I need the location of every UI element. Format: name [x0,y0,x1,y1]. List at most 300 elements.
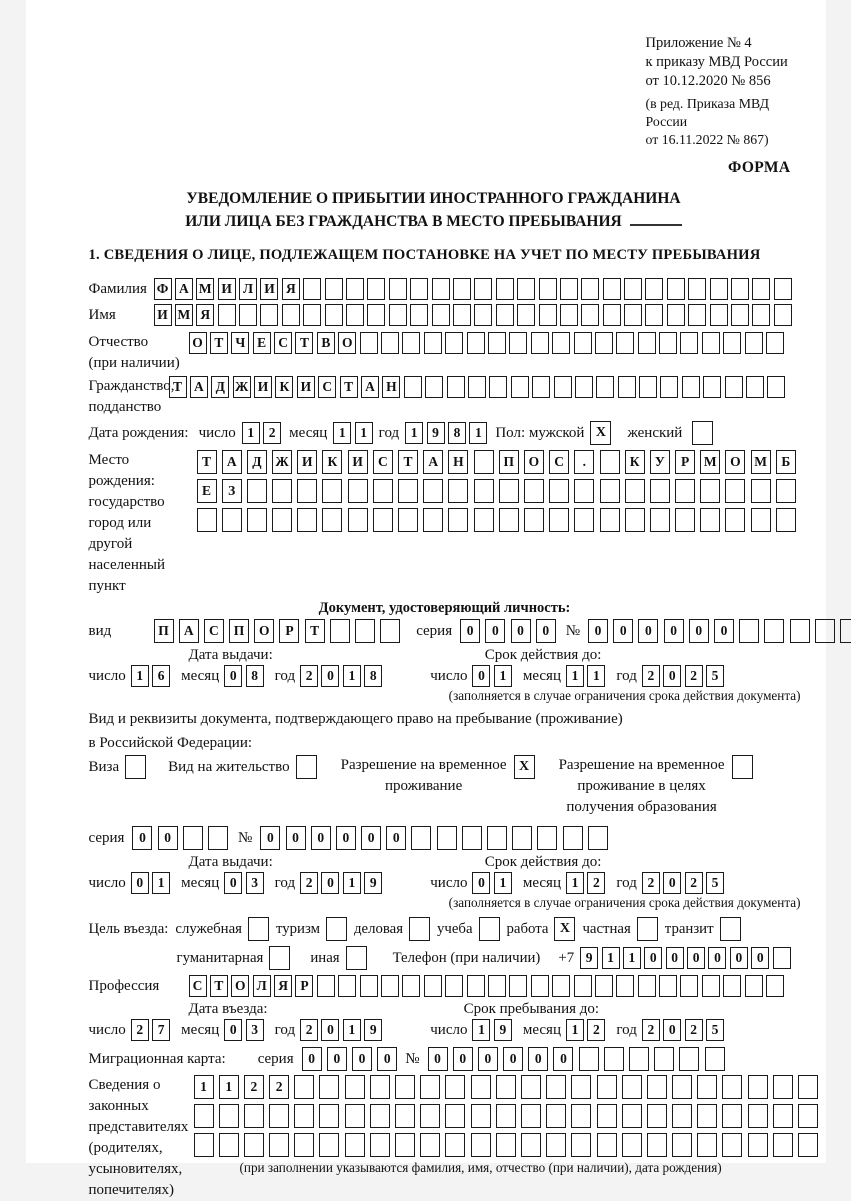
char-cell[interactable] [317,975,335,997]
char-cell[interactable] [326,917,347,941]
char-cell[interactable] [571,1075,591,1099]
char-cell[interactable]: 1 [566,665,584,687]
char-cell[interactable] [269,946,290,970]
char-cell[interactable] [600,450,620,474]
char-cell[interactable]: 0 [528,1047,548,1071]
char-cell[interactable] [532,376,550,398]
char-cell[interactable]: 0 [386,826,406,850]
char-cell[interactable] [294,1104,314,1128]
char-cell[interactable] [790,619,810,643]
char-cell[interactable] [348,508,368,532]
char-cell[interactable] [752,278,770,300]
char-cell[interactable] [355,619,375,643]
char-cell[interactable]: 0 [460,619,480,643]
char-cell[interactable]: 2 [300,872,318,894]
char-cell[interactable]: И [260,278,278,300]
char-cell[interactable] [319,1133,339,1157]
char-cell[interactable] [244,1104,264,1128]
char-cell[interactable] [499,479,519,503]
char-cell[interactable] [645,304,663,326]
char-cell[interactable]: В [317,332,335,354]
char-cell[interactable] [720,917,741,941]
char-cell[interactable]: 0 [503,1047,523,1071]
char-cell[interactable]: З [222,479,242,503]
char-cell[interactable] [194,1104,214,1128]
char-cell[interactable] [710,278,728,300]
char-cell[interactable] [638,975,656,997]
char-cell[interactable] [297,479,317,503]
char-cell[interactable]: П [154,619,174,643]
char-cell[interactable] [815,619,835,643]
char-cell[interactable] [748,1075,768,1099]
char-cell[interactable]: Д [247,450,267,474]
char-cell[interactable] [370,1133,390,1157]
char-cell[interactable]: . [574,450,594,474]
char-cell[interactable]: А [190,376,208,398]
char-cell[interactable]: 0 [224,872,242,894]
char-cell[interactable] [445,1104,465,1128]
char-cell[interactable]: И [218,278,236,300]
char-cell[interactable]: 2 [587,1019,605,1041]
char-cell[interactable] [682,376,700,398]
char-cell[interactable] [420,1133,440,1157]
char-cell[interactable]: И [254,376,272,398]
char-cell[interactable] [588,826,608,850]
char-cell[interactable]: 1 [194,1075,214,1099]
char-cell[interactable] [445,332,463,354]
char-cell[interactable]: Е [253,332,271,354]
char-cell[interactable]: 5 [706,665,724,687]
char-cell[interactable] [322,508,342,532]
char-cell[interactable] [218,304,236,326]
char-cell[interactable]: 0 [708,947,726,969]
char-cell[interactable]: Т [305,619,325,643]
char-cell[interactable] [647,1075,667,1099]
char-cell[interactable] [496,1104,516,1128]
char-cell[interactable] [521,1104,541,1128]
char-cell[interactable] [325,304,343,326]
char-cell[interactable]: 0 [286,826,306,850]
char-cell[interactable]: Т [398,450,418,474]
char-cell[interactable]: 1 [343,665,361,687]
char-cell[interactable]: Т [169,376,187,398]
char-cell[interactable] [183,826,203,850]
char-cell[interactable] [531,332,549,354]
char-cell[interactable]: Е [197,479,217,503]
char-cell[interactable] [197,508,217,532]
char-cell[interactable]: 0 [377,1047,397,1071]
char-cell[interactable]: О [524,450,544,474]
char-cell[interactable] [395,1104,415,1128]
char-cell[interactable] [595,975,613,997]
char-cell[interactable] [732,755,753,779]
char-cell[interactable] [650,479,670,503]
char-cell[interactable] [398,479,418,503]
char-cell[interactable] [360,975,378,997]
char-cell[interactable]: Ч [231,332,249,354]
char-cell[interactable]: 0 [224,665,242,687]
char-cell[interactable] [471,1104,491,1128]
char-cell[interactable]: 0 [687,947,705,969]
char-cell[interactable] [467,975,485,997]
char-cell[interactable] [675,479,695,503]
char-cell[interactable] [330,619,350,643]
char-cell[interactable]: О [189,332,207,354]
char-cell[interactable]: 2 [269,1075,289,1099]
char-cell[interactable] [499,508,519,532]
char-cell[interactable] [745,975,763,997]
char-cell[interactable] [346,304,364,326]
char-cell[interactable]: 0 [361,826,381,850]
char-cell[interactable] [269,1104,289,1128]
char-cell[interactable]: И [297,450,317,474]
char-cell[interactable] [748,1104,768,1128]
char-cell[interactable]: 0 [132,826,152,850]
char-cell[interactable] [303,304,321,326]
char-cell[interactable]: 0 [613,619,633,643]
char-cell[interactable] [731,278,749,300]
char-cell[interactable] [597,1075,617,1099]
char-cell[interactable]: С [373,450,393,474]
char-cell[interactable]: М [700,450,720,474]
char-cell[interactable] [537,826,557,850]
char-cell[interactable]: 0 [751,947,769,969]
char-cell[interactable]: 1 [623,947,641,969]
char-cell[interactable] [194,1133,214,1157]
char-cell[interactable] [692,421,713,445]
char-cell[interactable] [600,508,620,532]
char-cell[interactable] [346,946,367,970]
char-cell[interactable] [725,508,745,532]
char-cell[interactable]: 1 [242,422,260,444]
char-cell[interactable]: 0 [588,619,608,643]
char-cell[interactable] [574,332,592,354]
char-cell[interactable] [776,508,796,532]
char-cell[interactable] [629,1047,649,1071]
char-cell[interactable] [639,376,657,398]
char-cell[interactable] [723,332,741,354]
char-cell[interactable] [402,975,420,997]
char-cell[interactable]: 0 [638,619,658,643]
char-cell[interactable]: 0 [472,872,490,894]
char-cell[interactable] [571,1104,591,1128]
char-cell[interactable] [702,332,720,354]
char-cell[interactable] [798,1133,818,1157]
char-cell[interactable]: Я [274,975,292,997]
char-cell[interactable] [496,304,514,326]
char-cell[interactable] [219,1104,239,1128]
char-cell[interactable] [471,1133,491,1157]
char-cell[interactable]: 0 [485,619,505,643]
char-cell[interactable] [710,304,728,326]
char-cell[interactable]: Я [282,278,300,300]
char-cell[interactable]: 1 [494,665,512,687]
char-cell[interactable] [420,1075,440,1099]
char-cell[interactable]: У [650,450,670,474]
char-cell[interactable] [373,508,393,532]
char-cell[interactable] [272,508,292,532]
char-cell[interactable] [423,479,443,503]
char-cell[interactable] [296,755,317,779]
char-cell[interactable]: 0 [689,619,709,643]
char-cell[interactable] [766,332,784,354]
char-cell[interactable]: 0 [327,1047,347,1071]
char-cell[interactable]: 2 [642,665,660,687]
char-cell[interactable]: О [725,450,745,474]
char-cell[interactable] [474,304,492,326]
char-cell[interactable]: Т [295,332,313,354]
char-cell[interactable] [509,975,527,997]
char-cell[interactable] [672,1104,692,1128]
char-cell[interactable] [448,508,468,532]
char-cell[interactable]: М [751,450,771,474]
char-cell[interactable] [437,826,457,850]
char-cell[interactable]: О [231,975,249,997]
char-cell[interactable] [474,278,492,300]
char-cell[interactable] [496,1075,516,1099]
char-cell[interactable] [563,826,583,850]
char-cell[interactable] [546,1075,566,1099]
char-cell[interactable]: 0 [321,872,339,894]
char-cell[interactable]: С [204,619,224,643]
char-cell[interactable] [496,278,514,300]
char-cell[interactable] [488,975,506,997]
char-cell[interactable] [774,304,792,326]
char-cell[interactable]: 0 [663,665,681,687]
char-cell[interactable]: 0 [336,826,356,850]
char-cell[interactable] [319,1075,339,1099]
char-cell[interactable] [581,304,599,326]
char-cell[interactable]: К [625,450,645,474]
char-cell[interactable] [776,479,796,503]
char-cell[interactable] [731,304,749,326]
char-cell[interactable] [272,479,292,503]
char-cell[interactable]: 0 [478,1047,498,1071]
char-cell[interactable] [348,479,368,503]
char-cell[interactable]: 0 [730,947,748,969]
char-cell[interactable] [725,376,743,398]
char-cell[interactable]: 2 [300,665,318,687]
char-cell[interactable]: А [179,619,199,643]
char-cell[interactable] [319,1104,339,1128]
char-cell[interactable]: О [338,332,356,354]
char-cell[interactable] [239,304,257,326]
char-cell[interactable]: 0 [666,947,684,969]
char-cell[interactable] [574,975,592,997]
char-cell[interactable] [453,304,471,326]
char-cell[interactable]: Д [211,376,229,398]
char-cell[interactable] [489,376,507,398]
char-cell[interactable] [496,1133,516,1157]
char-cell[interactable] [346,278,364,300]
char-cell[interactable] [389,304,407,326]
char-cell[interactable] [574,508,594,532]
char-cell[interactable]: 1 [469,422,487,444]
char-cell[interactable]: Л [239,278,257,300]
char-cell[interactable]: 8 [448,422,466,444]
char-cell[interactable] [260,304,278,326]
char-cell[interactable] [600,479,620,503]
char-cell[interactable]: 2 [685,1019,703,1041]
char-cell[interactable] [679,1047,699,1071]
char-cell[interactable] [722,1104,742,1128]
char-cell[interactable] [511,376,529,398]
char-cell[interactable]: И [348,450,368,474]
char-cell[interactable] [524,508,544,532]
char-cell[interactable] [560,304,578,326]
char-cell[interactable] [722,1075,742,1099]
char-cell[interactable] [625,479,645,503]
char-cell[interactable] [367,304,385,326]
char-cell[interactable]: 1 [131,665,149,687]
char-cell[interactable] [488,332,506,354]
char-cell[interactable] [773,1104,793,1128]
char-cell[interactable] [425,376,443,398]
char-cell[interactable]: 1 [343,872,361,894]
char-cell[interactable]: 0 [511,619,531,643]
char-cell[interactable]: 1 [355,422,373,444]
char-cell[interactable]: 0 [302,1047,322,1071]
char-cell[interactable] [672,1075,692,1099]
char-cell[interactable] [297,508,317,532]
char-cell[interactable]: И [154,304,172,326]
char-cell[interactable] [462,826,482,850]
char-cell[interactable]: 1 [472,1019,490,1041]
char-cell[interactable] [448,479,468,503]
char-cell[interactable]: 9 [364,872,382,894]
char-cell[interactable] [471,1075,491,1099]
char-cell[interactable]: 6 [152,665,170,687]
char-cell[interactable] [667,304,685,326]
char-cell[interactable] [688,278,706,300]
char-cell[interactable] [697,1104,717,1128]
char-cell[interactable]: А [423,450,443,474]
char-cell[interactable]: 0 [131,872,149,894]
char-cell[interactable] [370,1104,390,1128]
char-cell[interactable] [597,1104,617,1128]
char-cell[interactable] [702,975,720,997]
char-cell[interactable] [294,1075,314,1099]
char-cell[interactable] [373,479,393,503]
char-cell[interactable] [479,917,500,941]
char-cell[interactable] [409,917,430,941]
char-cell[interactable]: 1 [566,872,584,894]
char-cell[interactable] [680,332,698,354]
char-cell[interactable] [703,376,721,398]
char-cell[interactable]: Ф [154,278,172,300]
char-cell[interactable]: О [254,619,274,643]
char-cell[interactable] [424,975,442,997]
char-cell[interactable] [688,304,706,326]
char-cell[interactable] [517,278,535,300]
char-cell[interactable] [604,1047,624,1071]
char-cell[interactable] [389,278,407,300]
char-cell[interactable] [751,508,771,532]
char-cell[interactable]: 1 [494,872,512,894]
char-cell[interactable]: Т [210,975,228,997]
char-cell[interactable] [367,278,385,300]
char-cell[interactable] [766,975,784,997]
char-cell[interactable]: Р [295,975,313,997]
char-cell[interactable] [474,479,494,503]
char-cell[interactable] [616,332,634,354]
char-cell[interactable] [453,278,471,300]
char-cell[interactable]: X [590,421,611,445]
char-cell[interactable]: 0 [453,1047,473,1071]
char-cell[interactable] [445,1133,465,1157]
char-cell[interactable] [700,479,720,503]
char-cell[interactable] [509,332,527,354]
char-cell[interactable]: 1 [152,872,170,894]
char-cell[interactable] [595,332,613,354]
char-cell[interactable] [700,508,720,532]
char-cell[interactable] [697,1075,717,1099]
char-cell[interactable] [552,332,570,354]
char-cell[interactable] [650,508,670,532]
char-cell[interactable]: С [549,450,569,474]
char-cell[interactable] [432,278,450,300]
char-cell[interactable] [402,332,420,354]
char-cell[interactable] [524,479,544,503]
char-cell[interactable] [411,826,431,850]
char-cell[interactable] [624,304,642,326]
char-cell[interactable] [487,826,507,850]
char-cell[interactable] [697,1133,717,1157]
char-cell[interactable] [322,479,342,503]
char-cell[interactable]: Р [675,450,695,474]
char-cell[interactable] [581,278,599,300]
char-cell[interactable]: К [275,376,293,398]
char-cell[interactable] [647,1133,667,1157]
char-cell[interactable]: 1 [587,665,605,687]
char-cell[interactable]: Я [196,304,214,326]
char-cell[interactable] [512,826,532,850]
char-cell[interactable]: 0 [714,619,734,643]
char-cell[interactable] [546,1104,566,1128]
char-cell[interactable] [575,376,593,398]
char-cell[interactable]: П [229,619,249,643]
char-cell[interactable] [596,376,614,398]
char-cell[interactable]: 7 [152,1019,170,1041]
char-cell[interactable] [467,332,485,354]
char-cell[interactable] [445,975,463,997]
char-cell[interactable]: С [274,332,292,354]
char-cell[interactable] [410,304,428,326]
char-cell[interactable]: П [499,450,519,474]
char-cell[interactable]: 0 [553,1047,573,1071]
char-cell[interactable] [539,278,557,300]
char-cell[interactable]: Л [253,975,271,997]
char-cell[interactable] [380,619,400,643]
char-cell[interactable]: 2 [300,1019,318,1041]
char-cell[interactable] [338,975,356,997]
char-cell[interactable]: Н [448,450,468,474]
char-cell[interactable] [208,826,228,850]
char-cell[interactable] [725,479,745,503]
char-cell[interactable] [722,1133,742,1157]
char-cell[interactable]: 0 [472,665,490,687]
char-cell[interactable] [625,508,645,532]
char-cell[interactable]: 1 [333,422,351,444]
char-cell[interactable] [410,278,428,300]
char-cell[interactable] [773,947,791,969]
char-cell[interactable] [579,1047,599,1071]
char-cell[interactable] [751,479,771,503]
char-cell[interactable] [597,1133,617,1157]
char-cell[interactable]: А [222,450,242,474]
char-cell[interactable] [705,1047,725,1071]
char-cell[interactable] [549,479,569,503]
